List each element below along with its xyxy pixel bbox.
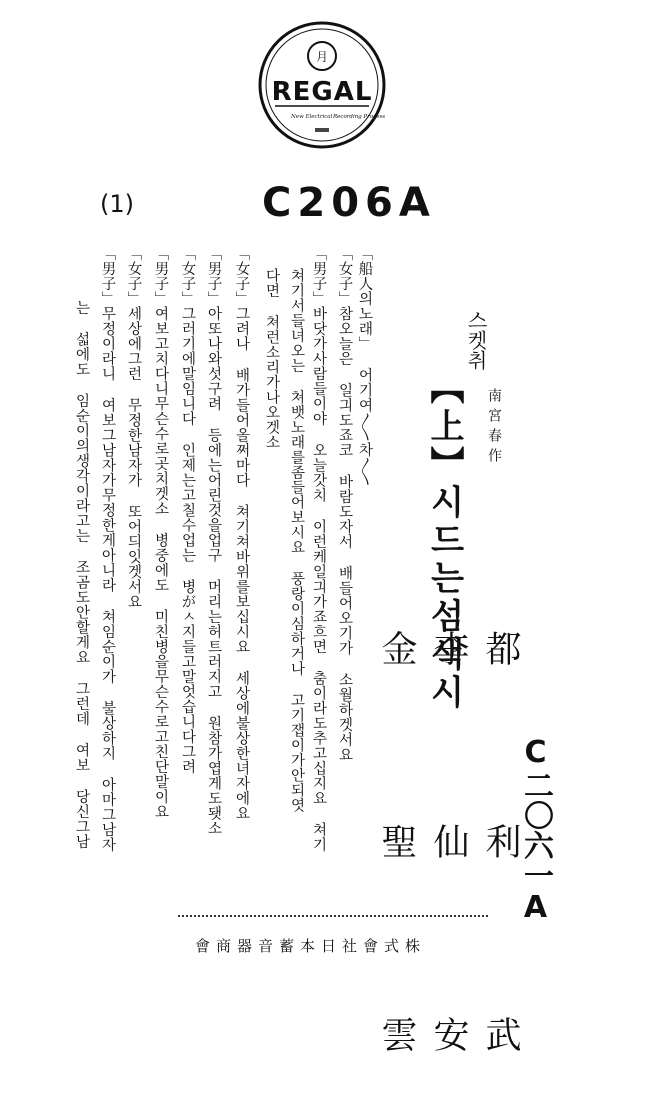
dialogue-line: 「女子」세상에그런 무정한남자가 또어듸잇겟서요 bbox=[125, 246, 142, 609]
song-author: 南宮春作 bbox=[486, 388, 502, 468]
regal-logo-icon bbox=[257, 20, 387, 150]
dialogue-line: 다면 쳐런소리가나오겟소 bbox=[263, 268, 280, 450]
publisher-name: 會商器音蓄本日社會式株 bbox=[195, 937, 427, 955]
dialogue-line: 「男子」무정이라니 여보그남자가무정한게아니라 쳐임순이가 불상하지 아마그남자 bbox=[99, 246, 116, 852]
svg-text:Recording Process: Recording Process bbox=[333, 114, 386, 120]
dialogue-line: 「女子」참오늘은 일긔도죠코 바람도자서 배들어오기가 소월하겟서요 bbox=[336, 246, 353, 762]
dialogue-line: 「男子」아또나와섯구려 등에는어린것을업구 머리는허트러지고 원참가엽게도됏소 bbox=[205, 246, 222, 836]
performer-name: 都 利 武 bbox=[480, 630, 521, 1110]
page-number: (1) bbox=[100, 190, 134, 218]
catalog-number: C206A bbox=[262, 180, 436, 226]
dialogue-line: 는 섧에도 임순이의생각이라고는 조곰도안할게요 그런데 여보 당신그남 bbox=[73, 300, 90, 849]
dialogue-line: 쳐기서들녀오는 쳐뱃노래를좀들어보시요 풍랑이심하거나 고기잽이가안되엿 bbox=[288, 268, 305, 813]
dialogue-line: 「船人의노래」 어기여〱차〱 bbox=[356, 246, 373, 487]
side-catalog-number: C二〇六一A bbox=[518, 735, 553, 925]
dialogue-line: 「男子」여보고치다니무슨수로곳치겟소 병중에도 미친병을무슨수로고친단말이요 bbox=[152, 246, 169, 819]
logo-wordmark: REGAL bbox=[271, 77, 373, 107]
song-title: 【上】시드는섬색시 bbox=[424, 370, 464, 712]
dialogue-line: 「女子」그러기에말임니다 인제는고칠수업는 병がㅅ지들고말엇습니다그려 bbox=[179, 246, 196, 774]
svg-text:月: 月 bbox=[315, 50, 329, 64]
footer-divider bbox=[178, 915, 488, 917]
song-genre: 스켓취 bbox=[464, 310, 488, 370]
regal-logo bbox=[257, 20, 387, 150]
performer-name: 金 聖 雲 bbox=[376, 630, 417, 1110]
dialogue-line: 「女子」그려나 배가들어올쩌마다 쳐기쳐바위를보십시요 세상에불상한녀자에요 bbox=[233, 246, 250, 821]
performer-name: 李 仙 安 bbox=[428, 630, 469, 1110]
dialogue-line: 「男子」바닷가사람들이야 오늘갓치 이런케일긔가죠흐면 춤이라도추고십지요 쳐기 bbox=[310, 246, 327, 852]
svg-text:New Electrical: New Electrical bbox=[291, 114, 333, 120]
